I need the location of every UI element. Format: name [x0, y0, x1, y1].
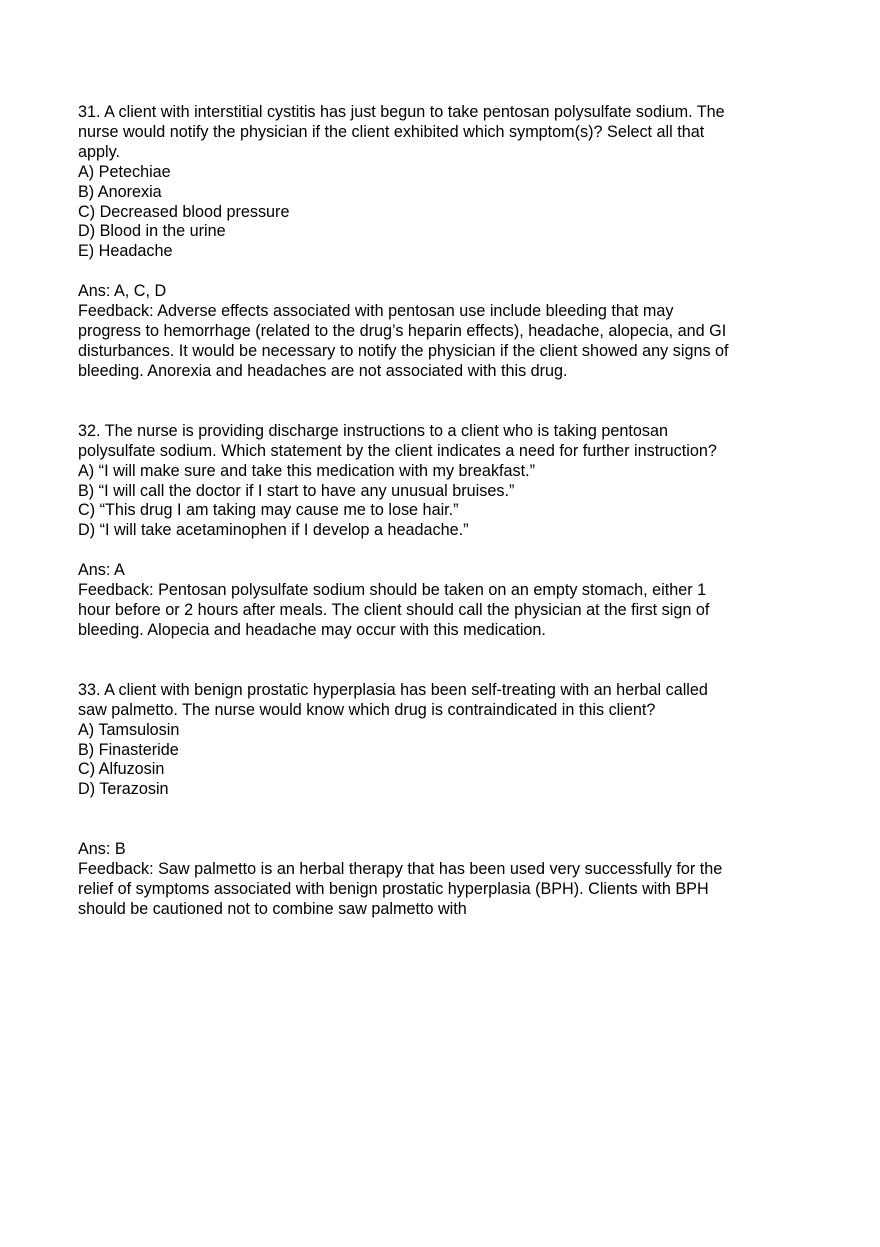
option-item: B) Anorexia [78, 182, 162, 201]
feedback-line: hour before or 2 hours after meals. The client should call the physician at the first sign of [78, 601, 710, 620]
feedback-block [78, 581, 798, 641]
answer-line: Ans: B [78, 840, 126, 859]
feedback-line: relief of symptoms associated with benign prostatic hyperplasia (BPH). Clients with BPH [78, 880, 709, 899]
option-item: B) “I will call the doctor if I start to have any unusual bruises.” [78, 481, 515, 500]
option-list [78, 721, 798, 801]
option-item: D) Terazosin [78, 780, 169, 799]
document-page [78, 103, 798, 920]
feedback-line: Feedback: Saw palmetto is an herbal therapy that has been used very successfully for the [78, 860, 723, 879]
stem-line: 31. A client with interstitial cystitis has just begun to take pentosan polysulfate sodium. The [78, 103, 725, 121]
stem-line: 33. A client with benign prostatic hyperplasia has been self-treating with an herbal called [78, 680, 708, 699]
stem-line: 32. The nurse is providing discharge instructions to a client who is taking pentosan [78, 421, 668, 440]
feedback-line: bleeding. Anorexia and headaches are not associated with this drug. [78, 361, 568, 380]
option-item: A) Petechiae [78, 162, 171, 181]
option-item: C) Decreased blood pressure [78, 202, 290, 221]
answer-line: Ans: A [78, 561, 125, 580]
answer-line: Ans: A, C, D [78, 282, 167, 301]
question-32 [78, 422, 798, 641]
question-31 [78, 103, 798, 382]
question-stem [78, 681, 798, 721]
option-item: D) “I will take acetaminophen if I develop a headache.” [78, 521, 469, 540]
option-item: C) Alfuzosin [78, 760, 165, 779]
stem-line: nurse would notify the physician if the client exhibited which symptom(s)? Select all that [78, 122, 705, 141]
option-item: A) “I will make sure and take this medication with my breakfast.” [78, 461, 536, 480]
option-item: A) Tamsulosin [78, 720, 180, 739]
option-item: D) Blood in the urine [78, 222, 226, 241]
question-stem [78, 422, 798, 462]
feedback-block [78, 302, 798, 382]
option-item: B) Finasteride [78, 740, 179, 759]
option-list [78, 163, 798, 263]
option-item: E) Headache [78, 242, 173, 261]
feedback-line: bleeding. Alopecia and headache may occur with this medication. [78, 620, 546, 639]
option-item: C) “This drug I am taking may cause me to lose hair.” [78, 501, 459, 520]
feedback-block [78, 860, 798, 920]
feedback-line: disturbances. It would be necessary to notify the physician if the client showed any signs of [78, 341, 729, 360]
feedback-line: progress to hemorrhage (related to the drug’s heparin effects), headache, alopecia, and GI [78, 322, 727, 341]
stem-line: saw palmetto. The nurse would know which drug is contraindicated in this client? [78, 700, 656, 719]
feedback-line: Feedback: Adverse effects associated with pentosan use include bleeding that may [78, 302, 674, 321]
question-stem [78, 103, 798, 163]
feedback-line: Feedback: Pentosan polysulfate sodium should be taken on an empty stomach, either 1 [78, 581, 707, 600]
feedback-line: should be cautioned not to combine saw palmetto with [78, 900, 467, 918]
option-list [78, 462, 798, 542]
stem-line: polysulfate sodium. Which statement by the client indicates a need for further instruction? [78, 441, 717, 460]
question-33 [78, 681, 798, 920]
stem-line: apply. [78, 142, 120, 161]
